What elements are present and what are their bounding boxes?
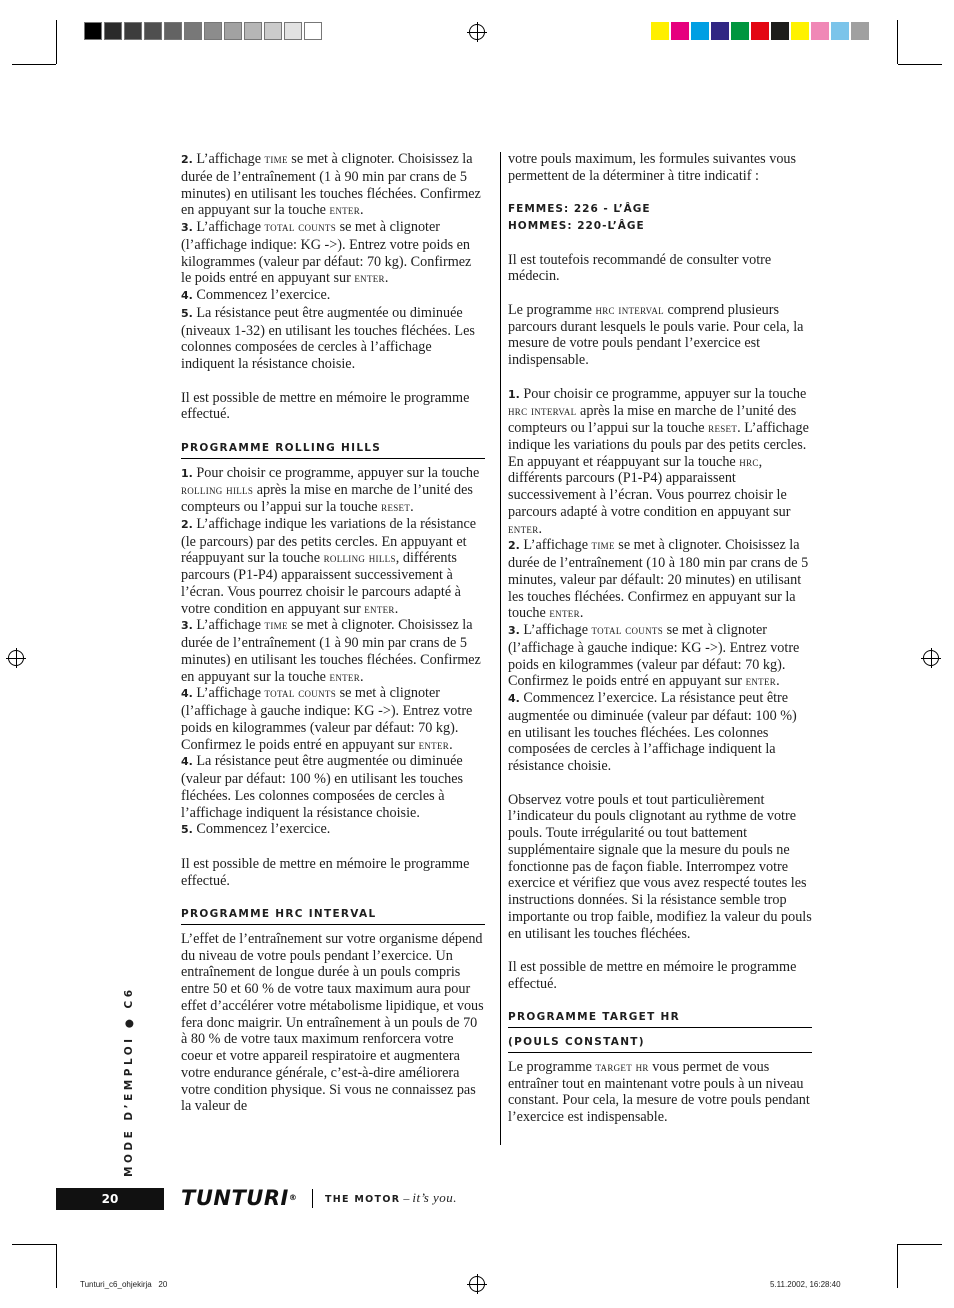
right-text-column bbox=[508, 151, 812, 1126]
gray-swatch bbox=[284, 22, 302, 40]
step-paragraph: 2. L’affichage indique les variations de la résistance (le parcours) par des petits cercles. En appuyant et réappuyant sur la touche rolling hills, différents parcours (P1-P4) apparaissent successivement à l’écran. Vous pourrez choisir le parcours adapté à votre condition en appuyant sur enter. bbox=[181, 515, 477, 617]
step-paragraph: 3. L’affichage total counts se met à clignoter (l’affichage indique: KG ->). Entrez votre poids en kilogrammes (valeur par défaut: 70 kg). Confirmez le poids entré en appuyant sur enter. bbox=[181, 219, 472, 287]
color-swatch bbox=[771, 22, 789, 40]
side-label: MODE D’EMPLOI ● C6 bbox=[123, 986, 135, 1177]
color-swatch bbox=[671, 22, 689, 40]
memory-note: Il est possible de mettre en mémoire le programme effectué. bbox=[181, 855, 470, 889]
gray-swatch bbox=[264, 22, 282, 40]
gray-swatch bbox=[104, 22, 122, 40]
color-swatch bbox=[731, 22, 749, 40]
step-paragraph: 5. La résistance peut être augmentée ou diminuée (niveaux 1-32) en utilisant les touches fléchées. Les colonnes composées de cercles à l’affichage indiquent la résistance choisie. bbox=[181, 304, 475, 372]
brand-motto: THE MOTOR – it’s you. bbox=[325, 1190, 458, 1205]
formula-men: HOMMES: 220-L’ÂGE bbox=[508, 220, 645, 232]
step-paragraph: 4. Commencez l’exercice. La résistance peut être augmentée ou diminuée (valeur par défaut: 100 %) en utilisant les touches fléchées. Les colonnes composées de cercles à l’affichage indiquent la résistance choisie. bbox=[508, 690, 797, 774]
color-swatch bbox=[711, 22, 729, 40]
footer-divider bbox=[312, 1189, 313, 1208]
body-paragraph: Le programme hrc interval comprend plusieurs parcours durant lesquels le pouls varie. Pour cela, la mesure de votre pouls pendant l’exercice est indispensable. bbox=[508, 301, 804, 368]
body-paragraph: Observez votre pouls et tout particulièrement l’indicateur du pouls clignotant au rythme de votre pouls. Toute irrégularité ou tout battement supplémentaire signale que la mesure du pouls ne fonctionne pas de façon fiable. Interrompez votre exercice et vérifiez que vous avez respecté toutes les instructions données. Si la résistance semble trop importante ou trop faible, modifiez la valeur du pouls en utilisant les touches fléchées. bbox=[508, 791, 812, 942]
color-swatch bbox=[791, 22, 809, 40]
step-paragraph: 2. L’affichage time se met à clignoter. Choisissez la durée de l’entraînement (1 à 90 min par crans de 5 minutes) en utilisant les touches fléchées. Confirmez en appuyant sur la touche enter. bbox=[181, 151, 481, 219]
section-heading-target-hr: PROGRAMME TARGET HR bbox=[508, 1009, 812, 1028]
color-swatch bbox=[691, 22, 709, 40]
body-paragraph: Il est toutefois recommandé de consulter votre médecin. bbox=[508, 251, 772, 285]
gray-swatch bbox=[184, 22, 202, 40]
gray-swatch bbox=[124, 22, 142, 40]
formula-women: FEMMES: 226 - L’ÂGE bbox=[508, 203, 651, 216]
gray-swatch bbox=[144, 22, 162, 40]
step-paragraph: 3. L’affichage total counts se met à clignoter (l’affichage à gauche indique: KG ->). Entrez votre poids en kilogrammes (valeur par défaut: 70 kg). Confirmez le poids entré en appuyant sur enter. bbox=[508, 622, 800, 690]
color-swatch bbox=[751, 22, 769, 40]
step-paragraph: 4. La résistance peut être augmentée ou diminuée (valeur par défaut: 100 %) en utilisant les touches fléchées. Les colonnes composées de cercles à l’affichage indiquent la résistance choisie. bbox=[181, 753, 464, 821]
gray-swatch bbox=[224, 22, 242, 40]
brand-logo: TUNTURI® bbox=[181, 1186, 298, 1210]
memory-note: Il est possible de mettre en mémoire le programme effectué. bbox=[181, 389, 470, 423]
step-paragraph: 2. L’affichage time se met à clignoter. Choisissez la durée de l’entraînement (10 à 180 min par crans de 5 minutes, valeur par défault: 20 minutes) en utilisant les touches fléchées. Confirmez en appuyant sur la touche enter. bbox=[508, 537, 809, 622]
gray-swatch bbox=[164, 22, 182, 40]
page-number: 20 bbox=[101, 1192, 119, 1206]
body-paragraph: votre pouls maximum, les formules suivantes vous permettent de la déterminer à titre indicatif : bbox=[508, 151, 797, 184]
gray-swatch bbox=[204, 22, 222, 40]
step-paragraph: 1. Pour choisir ce programme, appuyer sur la touche hrc interval après la mise en marche de l’unité des compteurs ou l’appui sur la touche reset. L’affichage indique les variations du pouls par des petits cercles. En appuyant et réappuyant sur la touche hrc, différents parcours (P1-P4) apparaissent successivement à l’écran. Vous pourrez choisir le parcours adapté à votre condition en appuyant sur enter. bbox=[508, 385, 809, 537]
body-paragraph: Le programme target hr vous permet de vous entraîner tout en maintenant votre pouls à un niveau constant. Pour cela, la mesure de votre pouls pendant l’exercice est indispensable. bbox=[508, 1058, 810, 1125]
registration-mark-icon bbox=[923, 650, 939, 666]
registration-mark-icon bbox=[8, 650, 24, 666]
slug-timestamp: 5.11.2002, 16:28:40 bbox=[770, 1280, 841, 1289]
body-paragraph: L’effet de l’entraînement sur votre organisme dépend du niveau de votre pouls pendant l’exercice. Un entraînement de longue durée à un pouls compris entre 50 et 60 % de votre taux maximum aura pour effet d’accélérer votre métabolisme lipidique, et vous fera donc maigrir. Un entraînement à un pouls de 70 à 80 % de votre taux maximum renforcera votre coeur et votre appareil respiratoire et augmentera votre endurance générale, c’est-à-dire améliorera votre condition physique. Si vous ne connaissez pas la valeur de bbox=[181, 930, 484, 1115]
gray-swatch bbox=[304, 22, 322, 40]
page-number-tab bbox=[56, 1188, 164, 1210]
memory-note: Il est possible de mettre en mémoire le programme effectué. bbox=[508, 959, 797, 992]
section-heading-rolling-hills: PROGRAMME ROLLING HILLS bbox=[181, 440, 485, 459]
registration-mark-icon bbox=[469, 1276, 485, 1292]
registration-mark-icon bbox=[469, 24, 485, 40]
step-paragraph: 4. Commencez l’exercice. bbox=[181, 287, 331, 303]
color-swatch bbox=[651, 22, 669, 40]
section-heading-pouls-constant: (POULS CONSTANT) bbox=[508, 1034, 812, 1053]
gray-swatch bbox=[244, 22, 262, 40]
left-text-column bbox=[181, 151, 485, 1115]
step-paragraph: 5. Commencez l’exercice. bbox=[181, 821, 331, 838]
gray-swatch bbox=[84, 22, 102, 40]
step-paragraph: 1. Pour choisir ce programme, appuyer sur la touche rolling hills après la mise en marche de l’unité des compteurs ou l’appui sur la touche reset. bbox=[181, 464, 480, 515]
column-divider bbox=[500, 152, 501, 1145]
slug-filename: Tunturi_c6_ohjekirja 20 bbox=[80, 1280, 168, 1289]
step-paragraph: 3. L’affichage time se met à clignoter. Choisissez la durée de l’entraînement (1 à 90 min par crans de 5 minutes) en utilisant les touches fléchées. Confirmez en appuyant sur la touche enter. bbox=[181, 617, 481, 685]
color-swatch bbox=[811, 22, 829, 40]
section-heading-hrc-interval: PROGRAMME HRC INTERVAL bbox=[181, 906, 485, 925]
color-swatch bbox=[831, 22, 849, 40]
step-paragraph: 4. L’affichage total counts se met à clignoter (l’affichage à gauche indique: KG ->). Entrez votre poids en kilogrammes (valeur par défaut: 70 kg). Confirmez le poids entré en appuyant sur enter. bbox=[181, 685, 473, 753]
color-swatch bbox=[851, 22, 869, 40]
